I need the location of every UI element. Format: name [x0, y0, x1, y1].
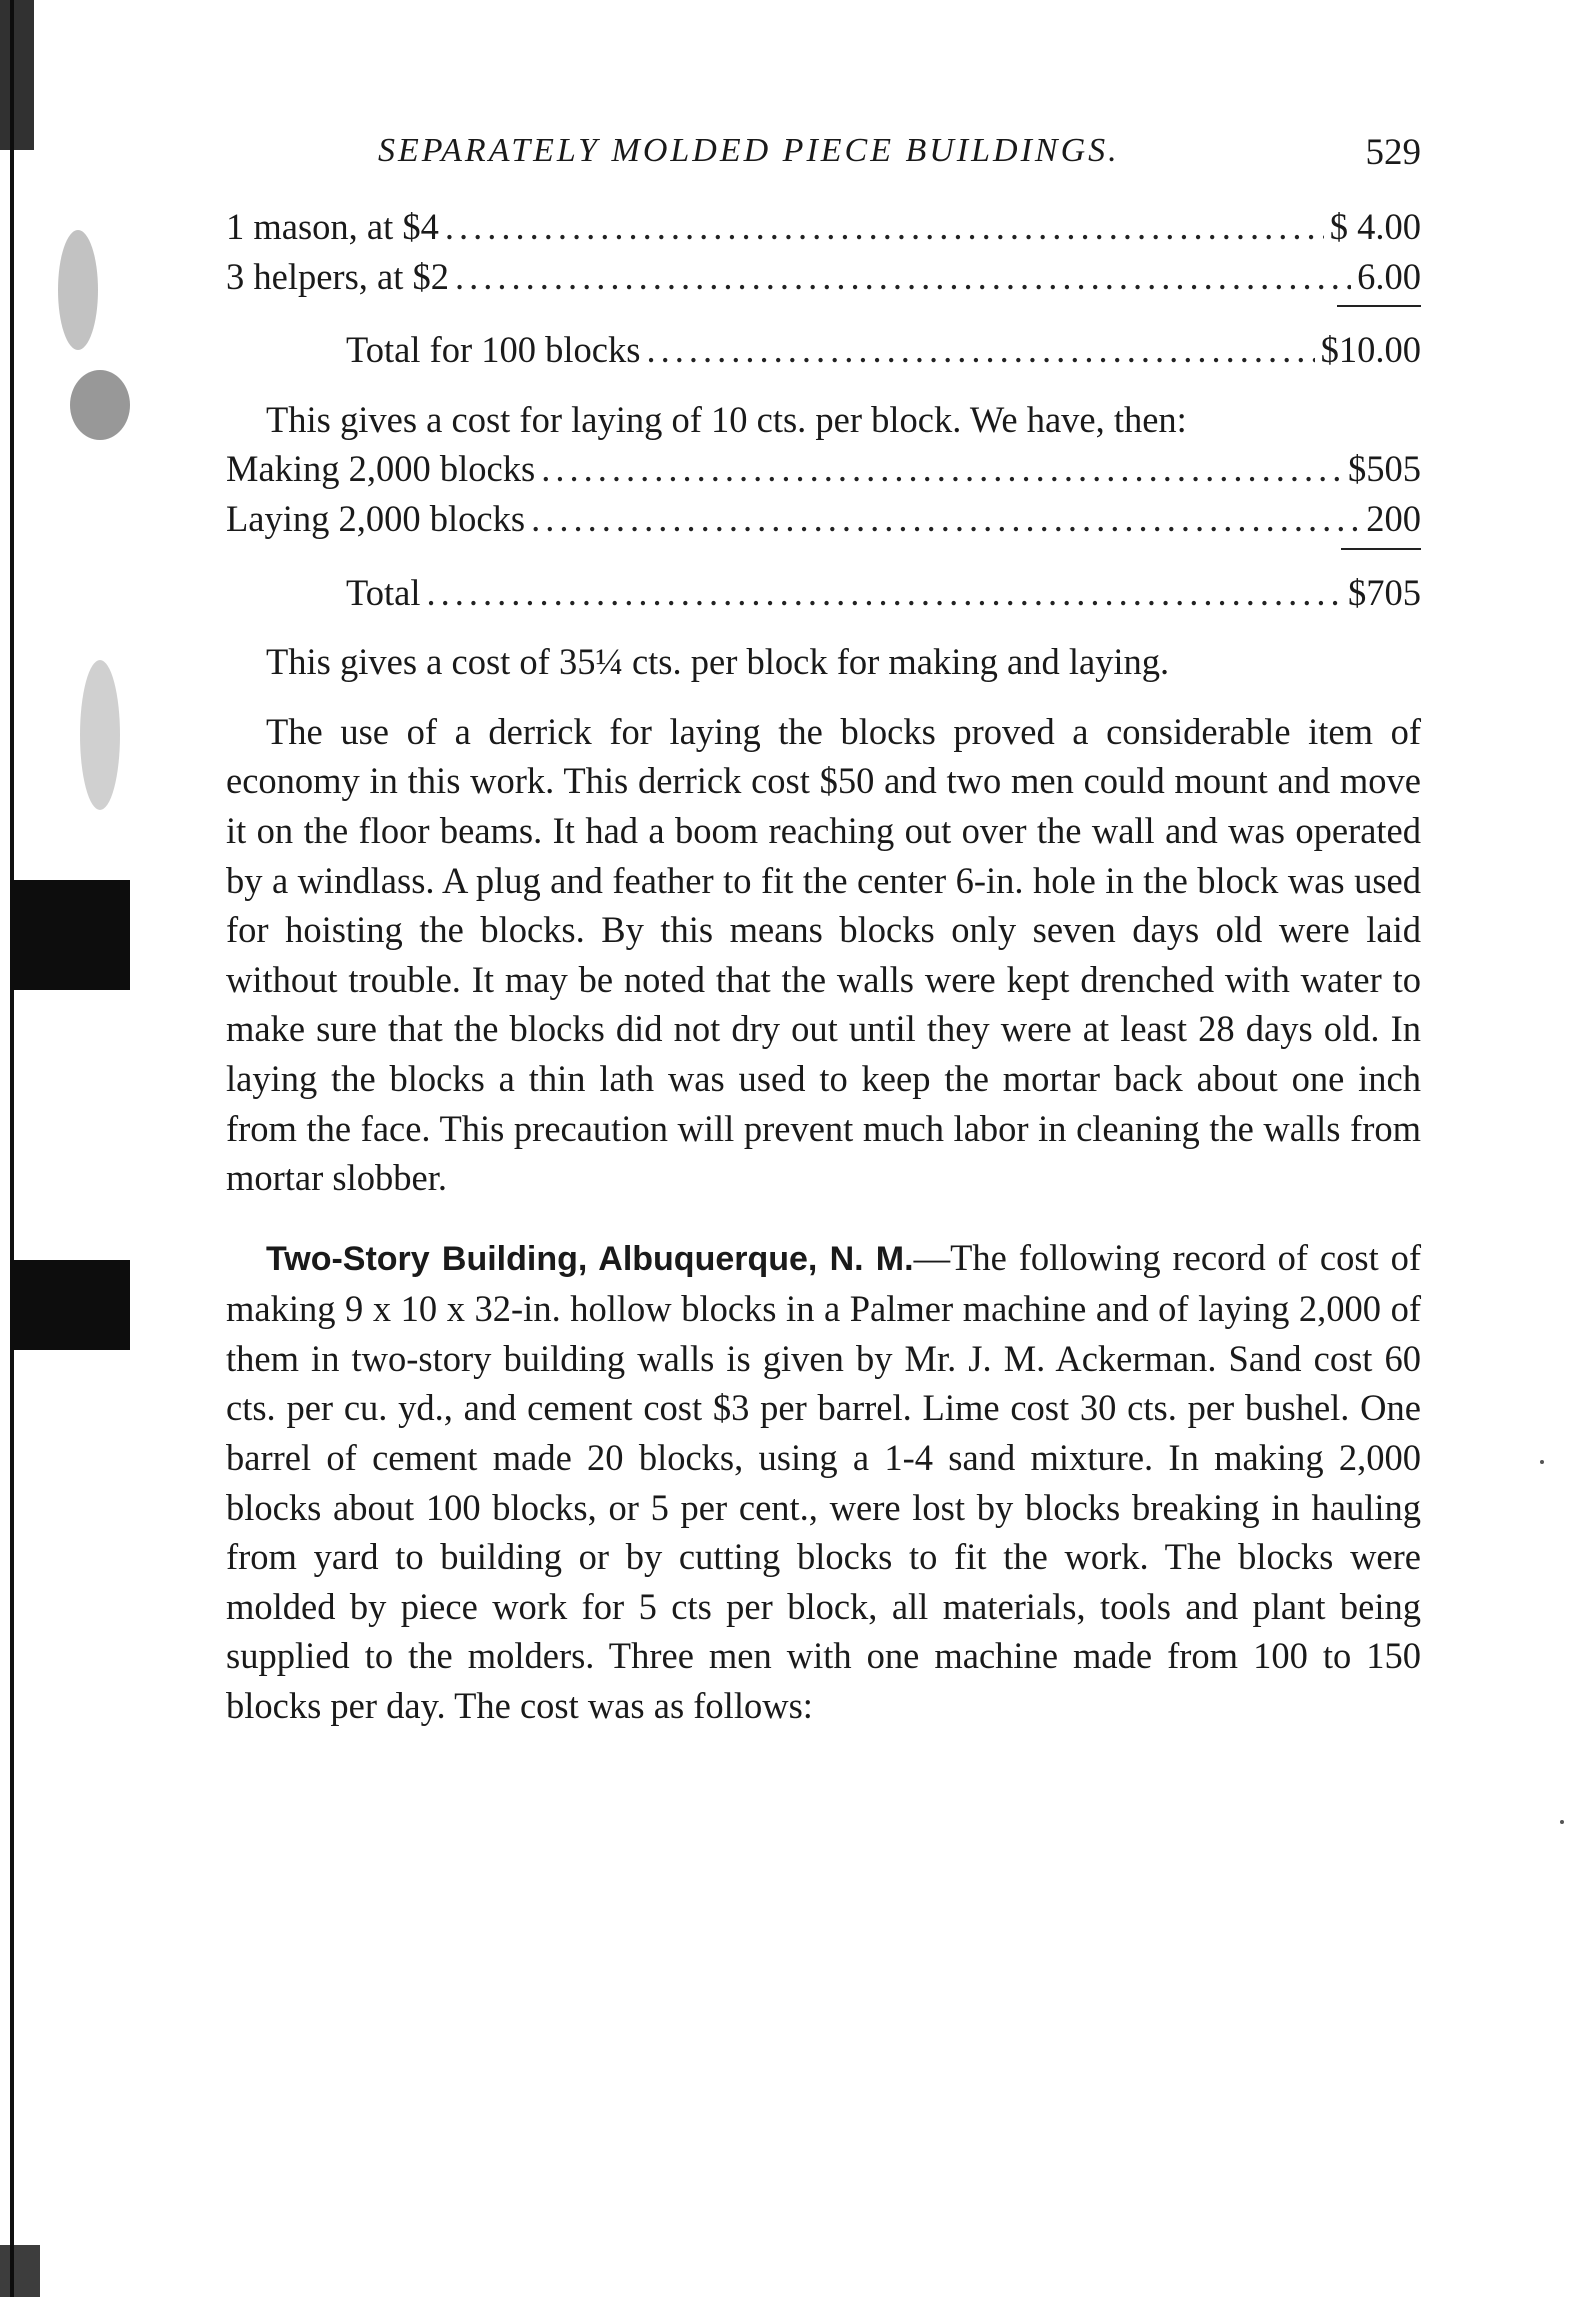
scan-binding-edge: [0, 0, 26, 2297]
summary-total-value: $705: [1348, 571, 1421, 613]
summary-row-value: 200: [1366, 497, 1421, 539]
summary-row-value: $505: [1348, 448, 1421, 490]
scan-speck: [80, 660, 120, 810]
summary-row: [226, 494, 1421, 544]
paragraph: This gives a cost for laying of 10 cts. per block. We have, then:: [266, 398, 1187, 440]
page-number: 529: [1365, 132, 1421, 173]
summary-total-row: [226, 568, 1421, 618]
labor-row: [226, 252, 1421, 302]
labor-row-label: 1 mason, at $4: [226, 206, 439, 247]
labor-total-value: $10.00: [1320, 329, 1421, 371]
labor-total-row: [226, 325, 1421, 375]
summary-total-label: Total: [346, 571, 421, 613]
running-head: [226, 120, 1421, 180]
dot-leader: [541, 444, 1342, 494]
summary-row: [226, 444, 1421, 494]
labor-row: [226, 202, 1421, 252]
scan-speck: [1560, 1820, 1564, 1824]
dot-leader: [455, 252, 1351, 302]
section-heading: Two-Story Building, Albuquerque, N. M.: [266, 1239, 914, 1278]
paragraph: This gives a cost of 35¼ cts. per block for making and laying.: [266, 641, 1170, 683]
dot-leader: [445, 202, 1324, 252]
dot-leader: [646, 325, 1314, 375]
dot-leader: [426, 568, 1342, 618]
summary-row-label: Laying 2,000 blocks: [226, 497, 526, 539]
book-page: [226, 120, 1421, 1731]
section-paragraph: [226, 1233, 1421, 1731]
paragraph: The use of a derrick for laying the blocks proved a considerable item of economy in this work. This derrick cost $50 and two men could mount and move it on the floor beams. It had a boom reaching out over the wall and was operated by a windlass. A plug and feather to fit the center 6-in. hole in the block was used for hoisting the blocks. By this means blocks only seven days old were laid without trouble. It may be noted that the walls were kept drenched with water to make sure that the blocks did not dry out until they were at least 28 days old. In laying the blocks a thin lath was used to keep the mortar back about one inch from the face. This precaution will prevent much labor in cleaning the walls from mortar slobber.: [226, 710, 1421, 1199]
running-title: SEPARATELY MOLDED PIECE BUILDINGS.: [378, 132, 1120, 169]
labor-row-label: 3 helpers, at $2: [226, 255, 449, 297]
scan-speck: [58, 230, 98, 350]
scan-speck: [70, 370, 130, 440]
scan-speck: [1540, 1460, 1544, 1464]
summary-row-label: Making 2,000 blocks: [226, 448, 536, 490]
labor-total-label: Total for 100 blocks: [346, 329, 641, 371]
section-body: —The following record of cost of making 9 x 10 x 32-in. hollow blocks in a Palmer machine and of laying 2,000 of them in two-story building walls is given by Mr. J. M. Ackerman. Sand cost 60 cts. per cu. yd., and cement cost $3 per barrel. Lime cost 30 cts. per bushel. One barrel of cement made 20 blocks, using a 1-4 sand mixture. In making 2,000 blocks about 100 blocks, or 5 per cent., were lost by blocks breaking in hauling from yard to building or by cutting blocks to fit the work. The blocks were molded by piece work for 5 cts per block, all materials, tools and plant being supplied to the molders. Three men with one machine made from 100 to 150 blocks per day. The cost was as follows:: [226, 1236, 1421, 1727]
scan-blot: [10, 880, 130, 990]
scan-blot: [0, 0, 34, 150]
labor-row-value: 6.00: [1357, 255, 1421, 297]
scan-blot: [0, 2245, 40, 2297]
dot-leader: [531, 494, 1360, 544]
sum-rule: [226, 544, 1421, 556]
binding-line: [10, 0, 14, 2297]
sum-rule: [226, 301, 1421, 313]
scan-blot: [10, 1260, 130, 1350]
labor-row-value: $ 4.00: [1329, 206, 1421, 247]
